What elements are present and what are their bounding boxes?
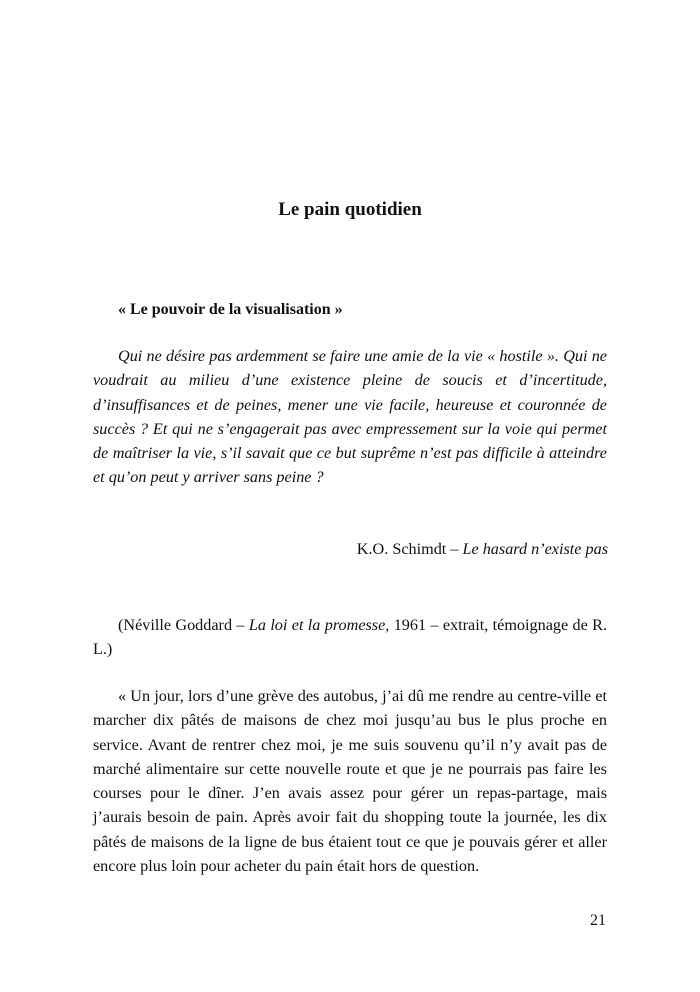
attribution-work: Le hasard n’existe pas	[462, 540, 608, 558]
body-paragraph: « Un jour, lors d’une grève des autobus, j’ai dû me rendre au centre-ville et marcher dix pâtés de maisons de chez moi jusqu’au bus le plus proche en service. Avant de rentrer chez moi, je me suis souvenu qu’il n’y avait pas de marché alimentaire sur cette nouvelle route et que je ne pourrais pas faire les courses pour le dîner. J’en avais assez pour gérer un repas-partage, mais j’aurais besoin de pain. Après avoir fait du shopping toute la journée, les dix pâtés de maisons de la ligne de bus étaient tout ce que je pouvais gérer et aller encore plus loin pour acheter du pain était hors de question.	[93, 687, 607, 876]
page-title: Le pain quotidien	[278, 199, 422, 220]
source-citation	[93, 613, 607, 662]
page-number: 21	[590, 912, 606, 929]
section-heading: « Le pouvoir de la visualisation »	[118, 301, 343, 318]
source-work: La loi et la promesse	[248, 616, 386, 634]
epigraph-quote: Qui ne désire pas ardemment se faire une amie de la vie « hostile ». Qui ne voudrait au milieu d’une existence pleine de soucis et d’incertitude, d’insuffisances et de peines, mener une vie facile, heureuse et couronnée de succès ? Et qui ne s’engagerait pas avec empressement sur la voie qui permet de maîtriser la vie, s’il savait que ce but suprême n’est pas difficile à atteindre et qu’on peut y arriver sans peine ?	[93, 347, 607, 487]
epigraph-attribution	[357, 540, 608, 559]
attribution-author: K.O. Schimdt –	[356, 540, 463, 558]
source-prefix: (Néville Goddard –	[118, 616, 249, 634]
source-suffix: , 1961 – extrait, témoignage de R. L.)	[93, 616, 607, 659]
